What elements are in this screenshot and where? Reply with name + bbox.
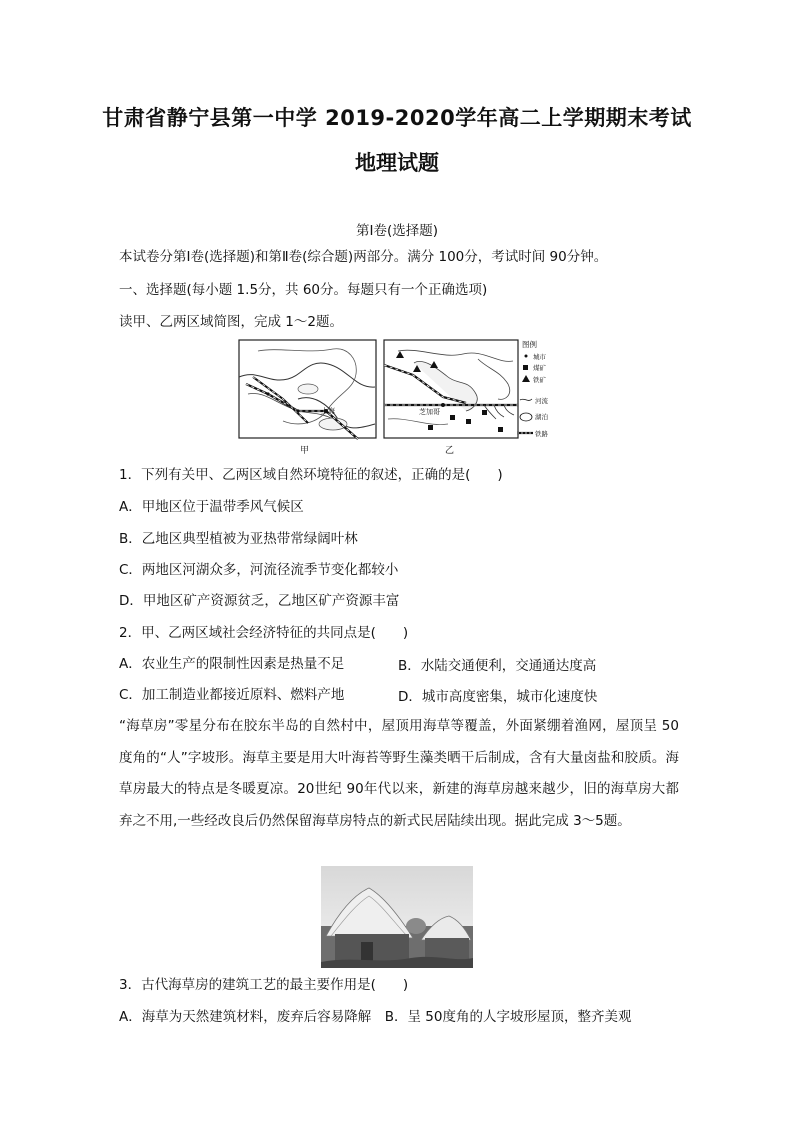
legend-title: 图例: [522, 340, 537, 349]
legend-city-icon: [525, 355, 528, 358]
legend-coal: 煤矿: [533, 365, 546, 372]
map-city-chicago: 芝加哥: [419, 409, 440, 416]
legend-lake: 湖泊: [535, 414, 548, 421]
legend-coal-icon: [523, 365, 528, 370]
q1-option-a: A．甲地区位于温带季风气候区: [119, 499, 304, 515]
map-legend: [517, 339, 549, 438]
seaweed-house-photo: [321, 866, 473, 968]
q2-option-c: C．加工制造业都接近原料、燃料产地: [119, 687, 345, 703]
q1-option-c: C．两地区河湖众多，河流径流季节变化都较小: [119, 562, 399, 578]
legend-river-icon: [520, 399, 532, 400]
q2-option-a: A．农业生产的限制性因素是热量不足: [119, 656, 345, 672]
map-label-jia: 甲: [300, 445, 310, 455]
exam-intro: 本试卷分第Ⅰ卷(选择题)和第Ⅱ卷(综合题)两部分。满分 100分，考试时间 90分钟。: [119, 249, 608, 265]
part-heading: 一、选择题(每小题 1.5分，共 60分。每题只有一个正确选项): [119, 282, 488, 298]
volume-title: 第Ⅰ卷(选择题): [355, 223, 438, 239]
region-map-figure: [238, 339, 558, 459]
exam-title: 甘肃省静宁县第一中学 2019-2020学年高二上学期期末考试: [102, 106, 692, 130]
q2-option-b: B．水陆交通便利，交通通达度高: [398, 658, 597, 674]
q1-option-d: D．甲地区矿产资源贫乏，乙地区矿产资源丰富: [119, 593, 400, 609]
map-panel-jia: [239, 340, 376, 439]
q2-stem: 2．甲、乙两区域社会经济特征的共同点是( ): [119, 625, 409, 641]
map-label-yi: 乙: [445, 445, 455, 455]
q3-stem: 3．古代海草房的建筑工艺的最主要作用是( ): [119, 977, 409, 993]
legend-river: 河流: [535, 398, 548, 405]
exam-subtitle: 地理试题: [355, 151, 439, 175]
q1-option-b: B．乙地区典型植被为亚热带常绿阔叶林: [119, 531, 358, 547]
legend-iron-icon: [522, 375, 530, 382]
q1-stem: 1．下列有关甲、乙两区域自然环境特征的叙述，正确的是( ): [119, 467, 503, 483]
map-city-shanghai: 上海: [321, 408, 335, 415]
q2-option-d: D．城市高度密集，城市化速度快: [398, 689, 598, 705]
legend-lake-icon: [520, 413, 532, 421]
legend-iron: 铁矿: [533, 377, 546, 384]
legend-railway: 铁路: [535, 431, 548, 438]
legend-city: 城市: [533, 354, 546, 361]
read-prompt: 读甲、乙两区域简图，完成 1～2题。: [119, 314, 343, 330]
map-panel-yi: [384, 340, 518, 438]
q3-options-ab: A．海草为天然建筑材料，废弃后容易降解 B．呈 50度角的人字坡形屋顶，整齐美观: [119, 1009, 632, 1025]
passage-seaweed-house: “海草房”零星分布在胶东半岛的自然村中，屋顶用海草等覆盖，外面紧绷着渔网，屋顶呈 50度角的“人”字坡形。海草主要是用大叶海苔等野生藻类晒干后制成，含有大量卤盐和胶质。海草房最大的特点是冬暖夏凉。20世纪 90年代以来，新建的海草房越来越少，旧的海草房大都弃之不用,一些经改良后仍然保留海草房特点的新式民居陆续出现。据此完成 3～5题。: [119, 718, 679, 829]
